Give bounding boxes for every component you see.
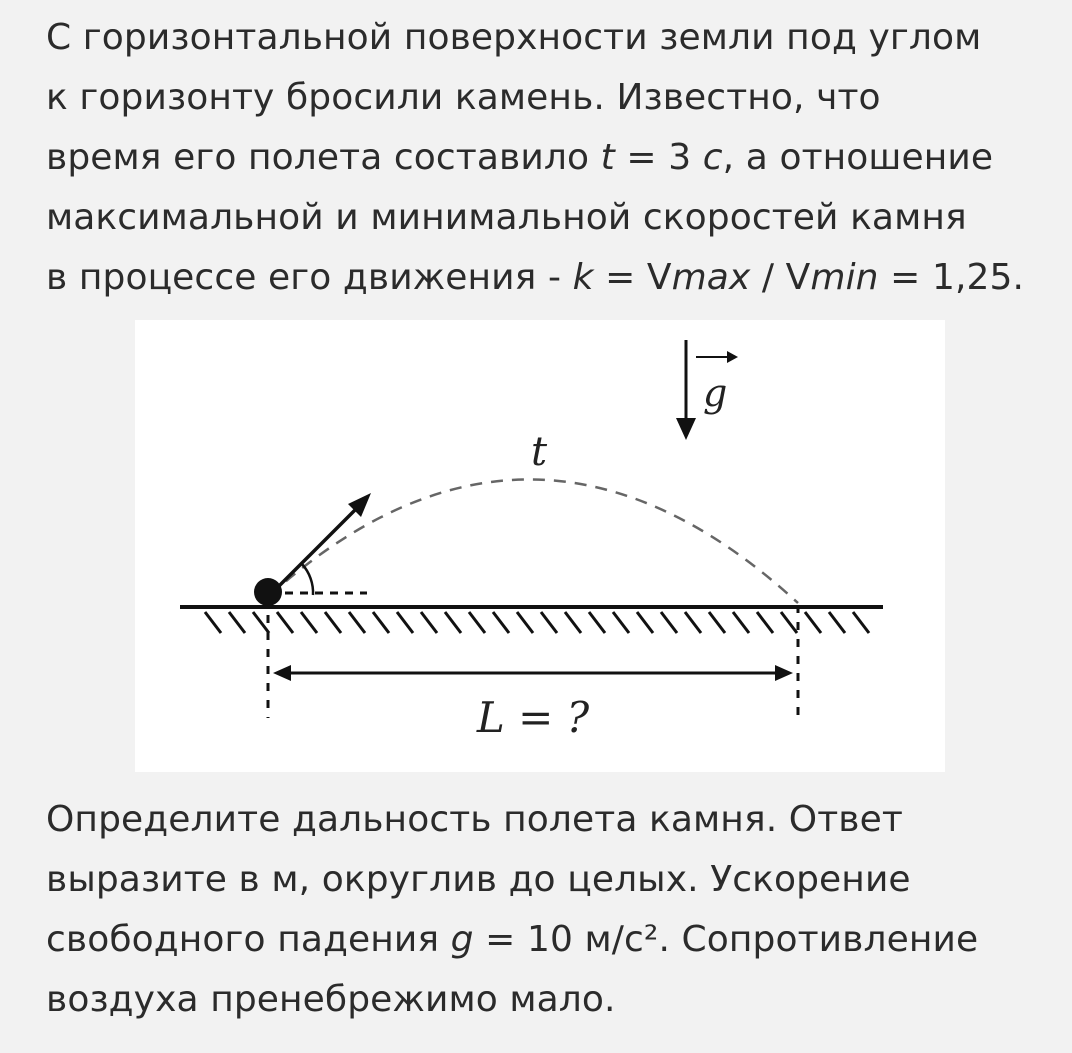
intro-line bbox=[46, 248, 1036, 308]
problem-intro bbox=[46, 8, 1036, 308]
hatch-mark bbox=[805, 612, 821, 633]
gravity-arrow bbox=[676, 340, 696, 440]
hatch-mark bbox=[445, 612, 461, 633]
hatch-mark bbox=[349, 612, 365, 633]
hatch-mark bbox=[229, 612, 245, 633]
problem-question bbox=[46, 790, 1036, 1030]
math-symbol: с bbox=[702, 137, 723, 178]
text-run: в процессе его движения - bbox=[46, 257, 573, 298]
hatch-mark bbox=[493, 612, 509, 633]
hatch-mark bbox=[685, 612, 701, 633]
time-label: t bbox=[531, 429, 548, 475]
ground-hatching bbox=[205, 612, 869, 633]
hatch-mark bbox=[661, 612, 677, 633]
math-symbol: t bbox=[600, 137, 615, 178]
hatch-mark bbox=[565, 612, 581, 633]
hatch-mark bbox=[589, 612, 605, 633]
hatch-mark bbox=[301, 612, 317, 633]
trajectory-arc bbox=[270, 479, 798, 603]
question-line bbox=[46, 790, 1036, 850]
text-run: воздуха пренебрежимо мало. bbox=[46, 979, 616, 1020]
hatch-mark bbox=[757, 612, 773, 633]
math-symbol: min bbox=[810, 257, 879, 298]
hatch-mark bbox=[853, 612, 869, 633]
gravity-vector-symbol bbox=[696, 351, 738, 415]
hatch-mark bbox=[517, 612, 533, 633]
text-run: время его полета составило bbox=[46, 137, 601, 178]
question-line bbox=[46, 970, 1036, 1030]
stone bbox=[254, 578, 282, 606]
intro-line bbox=[46, 8, 1036, 68]
text-run: к горизонту бросили камень. Известно, что bbox=[46, 77, 881, 118]
launch-angle-arc bbox=[302, 564, 313, 595]
hatch-mark bbox=[325, 612, 341, 633]
gravity-label: g bbox=[703, 371, 728, 415]
hatch-mark bbox=[637, 612, 653, 633]
projectile-diagram bbox=[135, 320, 945, 772]
hatch-mark bbox=[469, 612, 485, 633]
hatch-mark bbox=[541, 612, 557, 633]
hatch-mark bbox=[205, 612, 221, 633]
question-line bbox=[46, 910, 1036, 970]
hatch-mark bbox=[829, 612, 845, 633]
diagram-svg bbox=[135, 320, 945, 772]
question-line bbox=[46, 850, 1036, 910]
text-run: свободного падения bbox=[46, 919, 451, 960]
hatch-mark bbox=[709, 612, 725, 633]
text-run: максимальной и минимальной скоростей камня bbox=[46, 197, 967, 238]
text-run: выразите в м, округлив до целых. Ускорение bbox=[46, 859, 911, 900]
hatch-mark bbox=[613, 612, 629, 633]
math-symbol: max bbox=[671, 257, 751, 298]
text-run: = V bbox=[593, 257, 672, 298]
intro-line bbox=[46, 68, 1036, 128]
text-run: = 3 bbox=[614, 137, 703, 178]
hatch-mark bbox=[733, 612, 749, 633]
math-symbol: k bbox=[572, 257, 594, 298]
hatch-mark bbox=[781, 612, 797, 633]
velocity-arrow bbox=[270, 493, 371, 595]
intro-line bbox=[46, 188, 1036, 248]
text-run: = 1,25. bbox=[878, 257, 1025, 298]
hatch-mark bbox=[397, 612, 413, 633]
text-run: Определите дальность полета камня. Ответ bbox=[46, 799, 903, 840]
hatch-mark bbox=[421, 612, 437, 633]
distance-label: L = ? bbox=[476, 693, 590, 742]
distance-arrow bbox=[273, 665, 793, 681]
text-run: , а отношение bbox=[722, 137, 994, 178]
text-run: = 10 м/с². Сопротивление bbox=[473, 919, 979, 960]
hatch-mark bbox=[373, 612, 389, 633]
text-run: С горизонтальной поверхности земли под углом bbox=[46, 17, 982, 58]
math-symbol: g bbox=[450, 919, 474, 960]
intro-line bbox=[46, 128, 1036, 188]
text-run: / V bbox=[750, 257, 811, 298]
hatch-mark bbox=[277, 612, 293, 633]
